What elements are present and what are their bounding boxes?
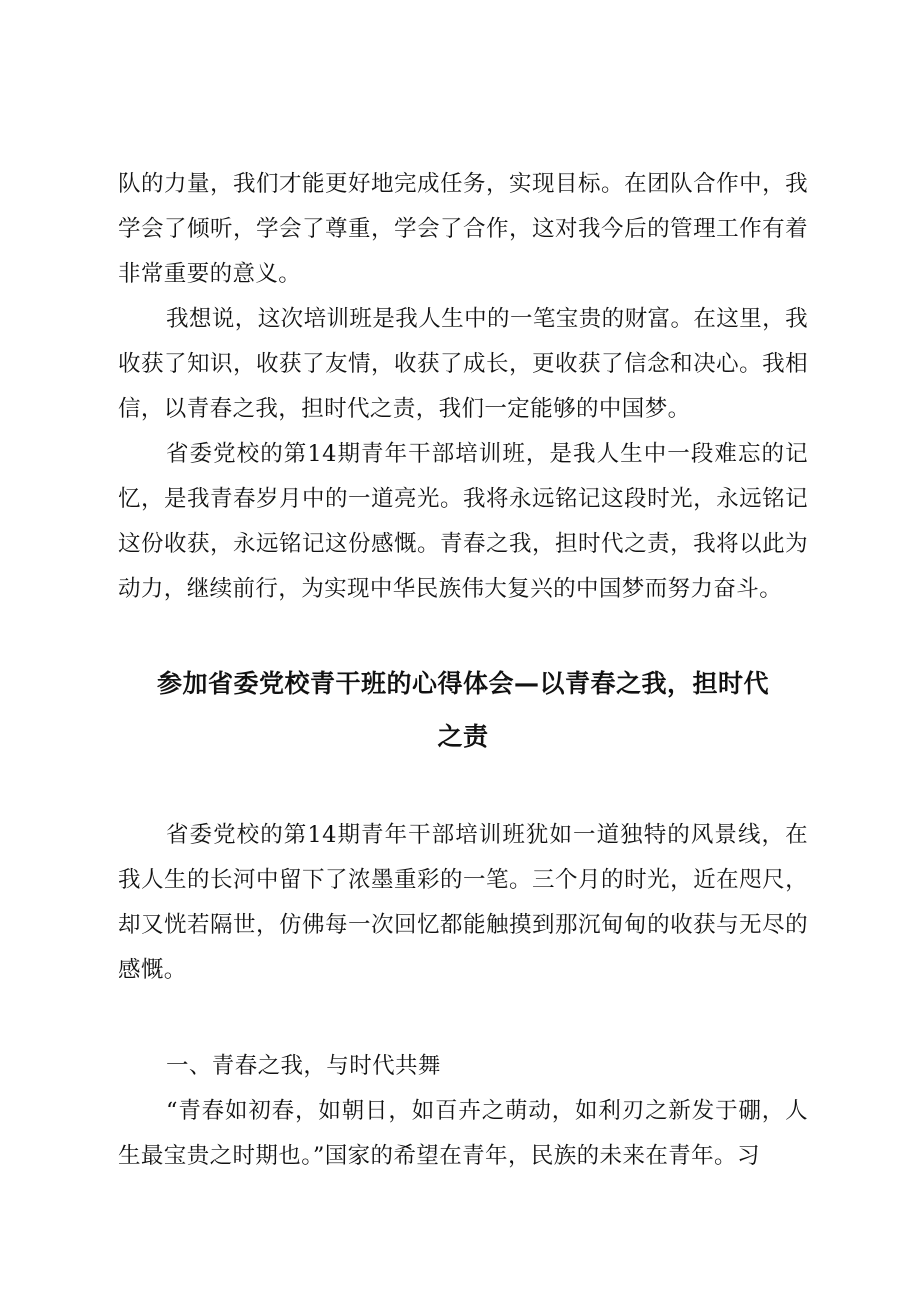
article-title: 参加省委党校青干班的心得体会—以青春之我，担时代之责 <box>156 669 769 751</box>
document-body <box>118 162 808 1179</box>
section-heading: 一、青春之我，与时代共舞 <box>166 1053 441 1079</box>
spacer <box>118 993 808 1044</box>
paragraph-continuation: 队的力量，我们才能更好地完成任务，实现目标。在团队合作中，我学会了倾听，学会了尊重，学会了合作，这对我今后的管理工作有着非常重要的意义。 <box>118 171 808 287</box>
paragraph-intro: 省委党校的第14期青年干部培训班犹如一道独特的风景线，在我人生的长河中留下了浓墨重彩的一笔。三个月的时光，近在咫尺，却又恍若隔世，仿佛每一次回忆都能触摸到那沉甸甸的收获与无尽的感慨。 <box>118 822 808 983</box>
paragraph-wealth: 我想说，这次培训班是我人生中的一笔宝贵的财富。在这里，我收获了知识，收获了友情，收获了成长，更收获了信念和决心。我相信，以青春之我，担时代之责，我们一定能够的中国梦。 <box>118 306 808 422</box>
spacer <box>118 763 808 813</box>
paragraph-section: “青春如初春，如朝日，如百卉之萌动，如利刃之新发于硼，人生最宝贵之时期也。”国家的希望在青年，民族的未来在青年。习 <box>118 1098 808 1169</box>
paragraph-memory: 省委党校的第14期青年干部培训班，是我人生中一段难忘的记忆，是我青春岁月中的一道亮光。我将永远铭记这段时光，永远铭记这份收获，永远铭记这份感慨。青春之我，担时代之责，我将以此为动力，继续前行，为实现中华民族伟大复兴的中国梦而努力奋斗。 <box>118 441 808 602</box>
